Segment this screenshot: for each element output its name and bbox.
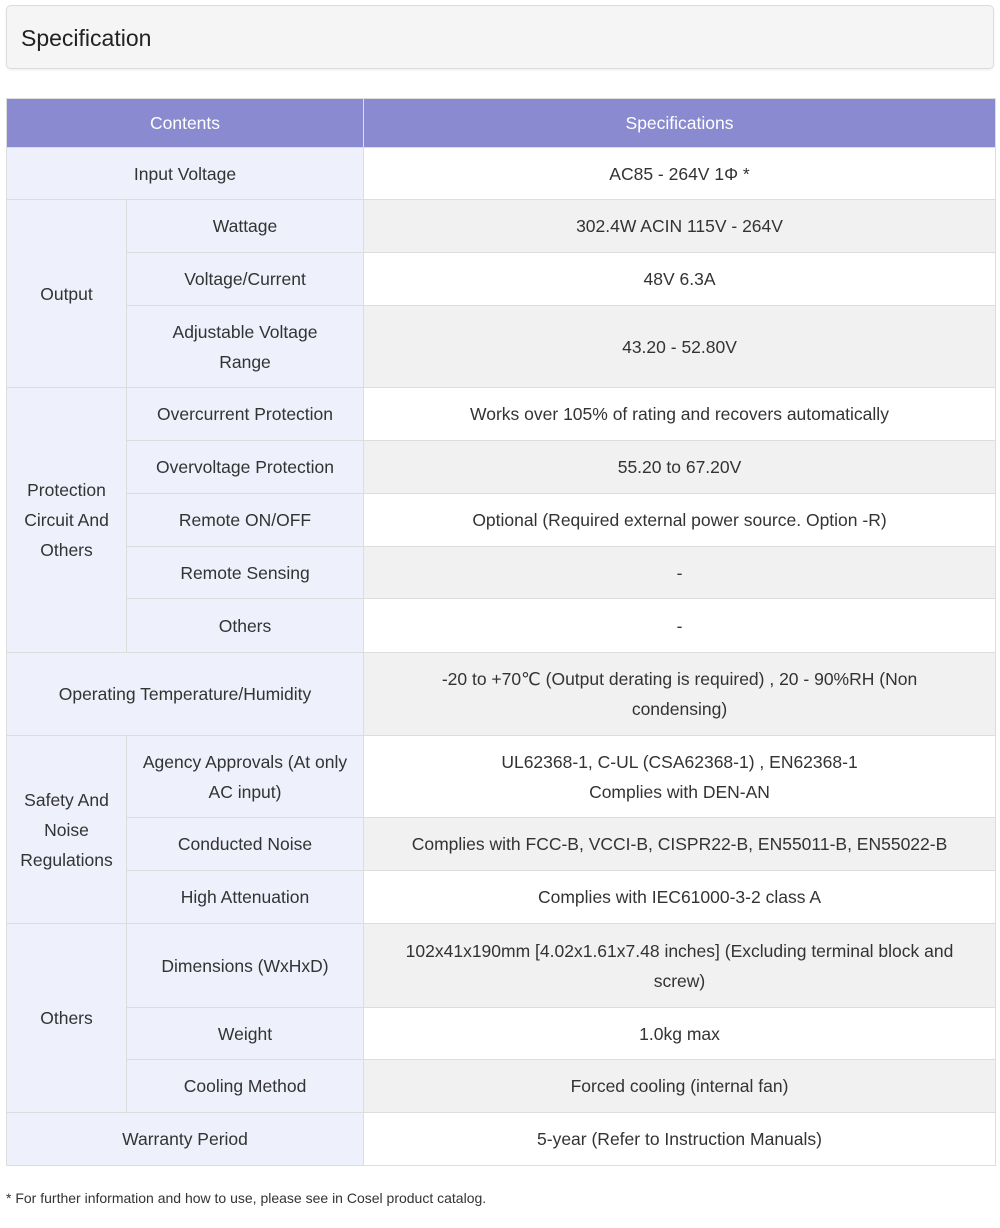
table-row [7,1008,996,1060]
group-label-safety: Safety And Noise Regulations [7,736,127,924]
row-label: High Attenuation [127,871,364,924]
group-label-protection: Protection Circuit And Others [7,388,127,653]
table-row [7,148,996,200]
table-row [7,388,996,441]
row-value: 102x41x190mm [4.02x1.61x7.48 inches] (Excluding terminal block and screw) [364,924,996,1008]
row-value: 302.4W ACIN 115V - 264V [364,200,996,253]
row-label: Warranty Period [7,1113,364,1166]
table-row [7,736,996,818]
row-value: 1.0kg max [364,1008,996,1060]
row-value: -20 to +70℃ (Output derating is required) , 20 - 90%RH (Non condensing) [364,653,996,736]
row-value: Forced cooling (internal fan) [364,1060,996,1113]
row-label: Operating Temperature/Humidity [7,653,364,736]
row-label: Overcurrent Protection [127,388,364,441]
row-label: Remote ON/OFF [127,494,364,547]
table-row [7,200,996,253]
row-value [364,736,996,818]
row-value: Complies with FCC-B, VCCI-B, CISPR22-B, EN55011-B, EN55022-B [364,818,996,871]
row-value: 55.20 to 67.20V [364,441,996,494]
row-label: Conducted Noise [127,818,364,871]
row-value: Complies with IEC61000-3-2 class A [364,871,996,924]
value-line: Complies with DEN-AN [589,781,770,802]
table-row [7,599,996,653]
row-value: Optional (Required external power source. Option -R) [364,494,996,547]
table-row [7,818,996,871]
table-row [7,494,996,547]
table-header-row [7,99,996,148]
row-label: Wattage [127,200,364,253]
row-value: AC85 - 264V 1Φ * [364,148,996,200]
group-label-output: Output [7,200,127,388]
footnote: * For further information and how to use, please see in Cosel product catalog. [6,1190,487,1206]
row-label: Agency Approvals (At only AC input) [127,736,364,818]
section-header [6,5,994,69]
column-header-contents: Contents [7,99,364,148]
table-row [7,1060,996,1113]
row-label: Remote Sensing [127,547,364,599]
column-header-specifications: Specifications [364,99,996,148]
row-label: Input Voltage [7,148,364,200]
table-row [7,306,996,388]
row-value: - [364,599,996,653]
row-value: 48V 6.3A [364,253,996,306]
table-row [7,547,996,599]
table-row [7,871,996,924]
row-label: Others [127,599,364,653]
row-value: 5-year (Refer to Instruction Manuals) [364,1113,996,1166]
row-label: Adjustable Voltage Range [127,306,364,388]
group-label-others: Others [7,924,127,1113]
row-label: Voltage/Current [127,253,364,306]
table-row [7,253,996,306]
value-line: UL62368-1, C-UL (CSA62368-1) , EN62368-1 [501,751,858,772]
row-label: Cooling Method [127,1060,364,1113]
row-value: Works over 105% of rating and recovers automatically [364,388,996,441]
table-row [7,924,996,1008]
specification-table [6,98,996,1166]
row-value: 43.20 - 52.80V [364,306,996,388]
row-label: Overvoltage Protection [127,441,364,494]
row-value: - [364,547,996,599]
table-row [7,441,996,494]
table-row [7,1113,996,1166]
row-label: Dimensions (WxHxD) [127,924,364,1008]
table-row [7,653,996,736]
row-label: Weight [127,1008,364,1060]
section-title: Specification [21,25,152,51]
